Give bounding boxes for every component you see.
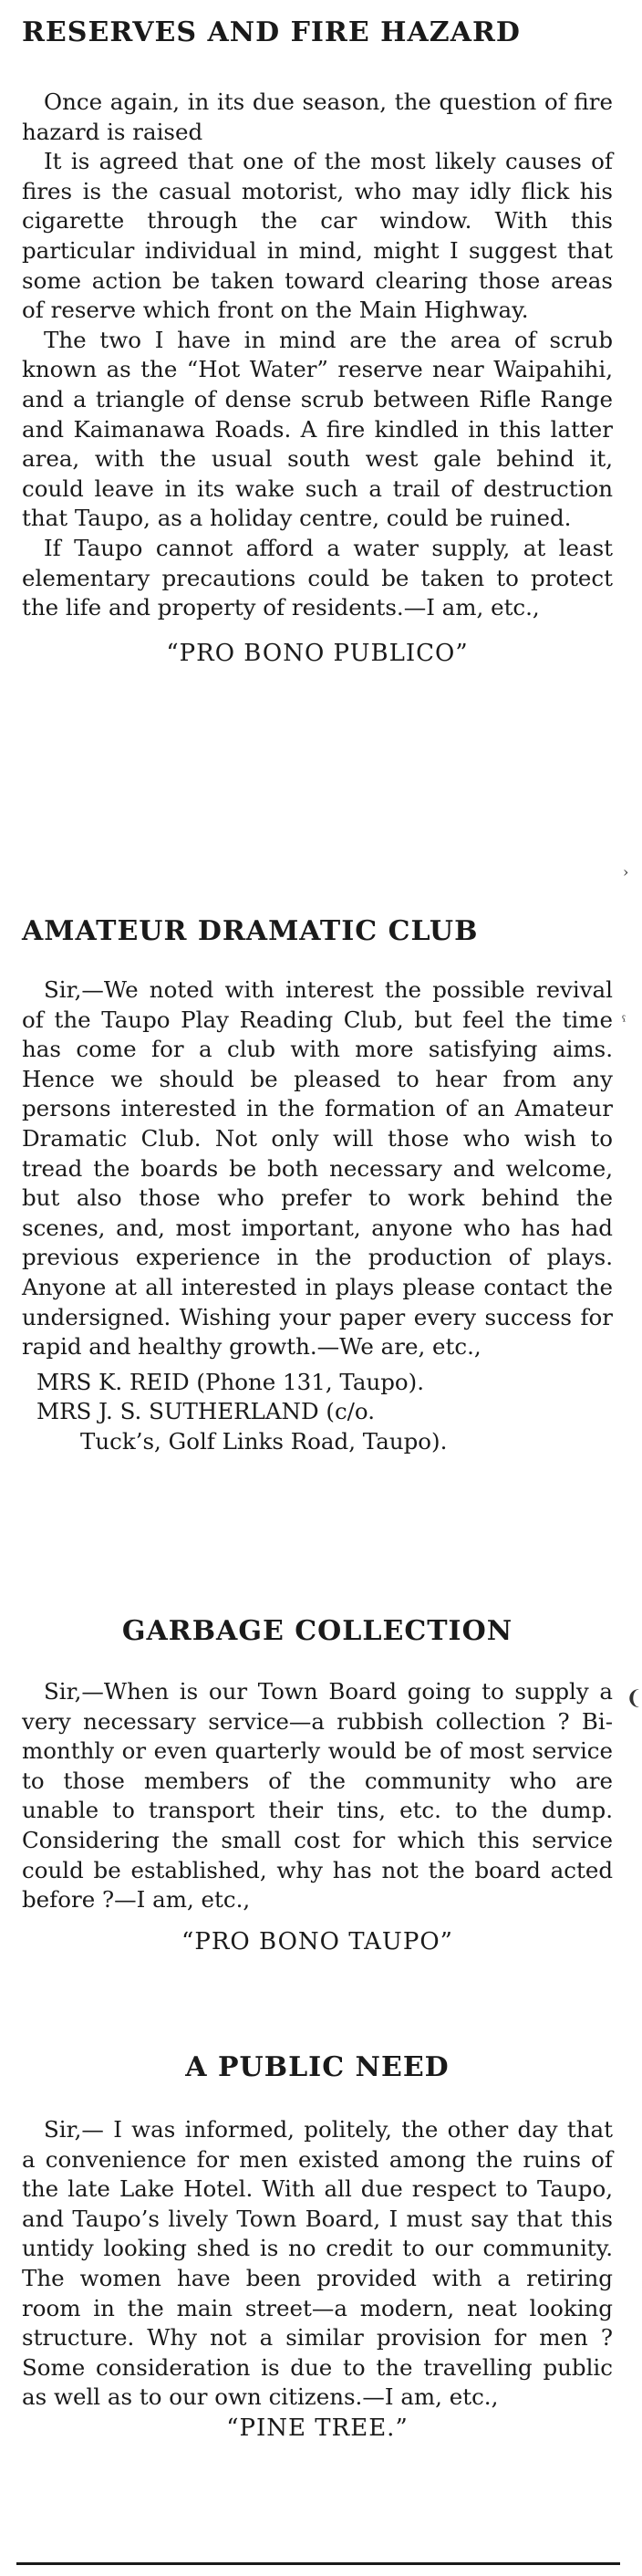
letter-paragraph: The two I have in mind are the area of scrub known as the “Hot Water” reserve near Waipahihi, and a triangle of dense scrub between Rifle Range and Kaimanawa Roads. A fire kindled in this latter area, with the usual south west gale behind it, could leave in its wake such a trail of destruction that Taupo, as a holiday centre, could be ruined. — [22, 326, 613, 532]
letter-heading: GARBAGE COLLECTION — [121, 1615, 513, 1647]
letter-heading: AMATEUR DRAMATIC CLUB — [22, 915, 479, 947]
letter-signer: MRS K. REID (Phone 131, Taupo). — [36, 1368, 425, 1395]
letter-amateur-dramatic-club — [22, 915, 613, 1457]
margin-speck: › — [623, 863, 629, 881]
letter-paragraph: It is agreed that one of the most likely causes of fires is the casual motorist, who may idly flick his cigarette through the car window. With this particular individual in mind, might I suggest that some action be taken toward clearing those areas of reserve which front on the Main Highway. — [22, 148, 613, 324]
letter-paragraph: If Taupo cannot afford a water supply, at least elementary precautions could be taken to protect the life and property of residents.—I am, etc., — [22, 534, 613, 621]
letter-heading: RESERVES AND FIRE HAZARD — [22, 16, 521, 48]
letter-public-need — [22, 2051, 613, 2444]
margin-speck: ˁ — [622, 1013, 626, 1030]
letter-signer: MRS J. S. SUTHERLAND (c/o. — [36, 1398, 376, 1425]
letter-signer: Tuck’s, Golf Links Road, Taupo). — [80, 1427, 448, 1455]
letter-signature: “PRO BONO PUBLICO” — [166, 639, 469, 667]
letter-signature: “PINE TREE.” — [226, 2414, 409, 2442]
letter-heading: A PUBLIC NEED — [185, 2051, 450, 2083]
margin-speck: ❨ — [626, 1687, 642, 1710]
letter-signature: “PRO BONO TAUPO” — [181, 1927, 453, 1955]
letter-paragraph: Sir,—When is our Town Board going to supply a very necessary service—a rubbish collection ? Bi-monthly or even quarterly would be of most service to those members of the community who are unable to transport their tins, etc. to the dump. Considering the small cost for which this service could be established, why has not the board acted before ?—I am, etc., — [22, 1678, 613, 1914]
letter-paragraph: Once again, in its due season, the question of fire hazard is raised — [22, 89, 613, 145]
bottom-rule — [16, 2562, 620, 2565]
letter-reserves-fire-hazard — [22, 16, 613, 669]
letter-garbage-collection — [22, 1615, 613, 1957]
letter-paragraph: Sir,— I was informed, politely, the other day that a convenience for men existed among the ruins of the late Lake Hotel. With all due respect to Taupo, and Taupo’s lively Town Board, I must say that this untidy looking shed is no credit to our community. The women have been provided with a retiring room in the main street—a modern, neat looking structure. Why not a similar provision for men ? Some consideration is due to the travelling public as well as to our own citizens.—I am, etc., — [22, 2116, 613, 2411]
letter-paragraph: Sir,—We noted with interest the possible revival of the Taupo Play Reading Club, but feel the time has come for a club with more satisfying aims. Hence we should be pleased to hear from any persons interested in the formation of an Amateur Dramatic Club. Not only will those who wish to tread the boards be both necessary and welcome, but also those who prefer to work behind the scenes, and, most important, anyone who has had previous experience in the production of plays. Anyone at all interested in plays please contact the undersigned. Wishing your paper every success for rapid and healthy growth.—We are, etc., — [22, 976, 613, 1361]
